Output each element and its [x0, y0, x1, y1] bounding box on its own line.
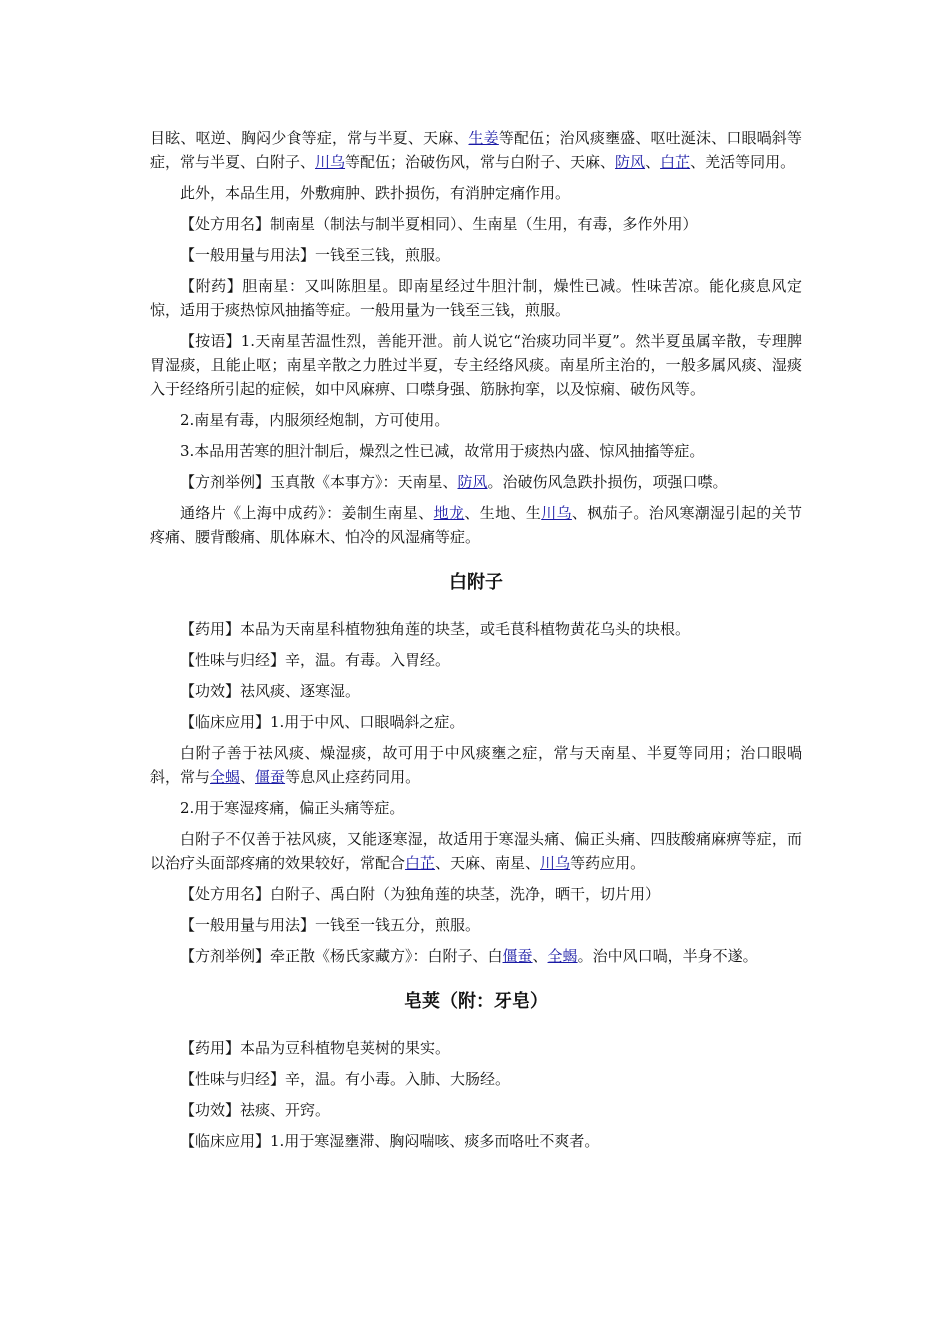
text: 等配伍；治破伤风，常与白附子、天麻、: [345, 153, 616, 171]
paragraph-notes-3: 3.本品用苦寒的胆汁制后，燥烈之性已减，故常用于痰热内盛、惊风抽搐等症。: [180, 442, 705, 460]
paragraph-clinical-1: 【临床应用】1.用于寒湿壅滞、胸闷喘咳、痰多而咯吐不爽者。: [180, 1132, 600, 1150]
text: 、天麻、南星、: [435, 854, 541, 872]
paragraph-properties: 【性味与归经】辛，温。有毒。入胃经。: [180, 651, 451, 669]
link-quanxie[interactable]: 全蝎: [210, 768, 241, 786]
paragraph-clinical-1: 【临床应用】1.用于中风、口眼喎斜之症。: [180, 713, 465, 731]
paragraph-clinical-2: 2.用于寒湿疼痛，偏正头痛等症。: [180, 799, 405, 817]
text: 等息风止痉药同用。: [285, 768, 421, 786]
link-shengjiang[interactable]: 生姜: [468, 129, 499, 147]
paragraph-efficacy: 【功效】祛痰、开窍。: [180, 1101, 331, 1119]
text: 、: [532, 947, 548, 965]
text: 。治破伤风急跌扑损伤，项强口噤。: [487, 473, 728, 491]
link-fangfeng[interactable]: 防风: [615, 153, 646, 171]
paragraph-source: 【药用】本品为天南星科植物独角莲的块茎，或毛茛科植物黄花乌头的块根。: [180, 620, 691, 638]
paragraph-prescription-names: 【处方用名】白附子、禹白附（为独角莲的块茎，洗净，晒干，切片用）: [180, 885, 661, 903]
paragraph-clinical-detail-2: [150, 827, 802, 875]
paragraph-prescription-names: 【处方用名】制南星（制法与制半夏相同）、生南星（生用，有毒，多作外用）: [180, 215, 698, 233]
document-page: [150, 126, 802, 1160]
text: 白附子善于祛风痰、燥湿痰，故可用于中风痰壅之症，常与天南星、半夏等同用；治口眼喎斜，常与: [150, 744, 802, 786]
link-chuanwu[interactable]: 川乌: [541, 504, 572, 522]
paragraph-external-use: 此外，本品生用，外敷痈肿、跌扑损伤，有消肿定痛作用。: [180, 184, 571, 202]
text: 、枫茄子。治风寒潮湿引起的关节疼痛、腰背酸痛、肌体麻木、怕冷的风湿痛等症。: [150, 504, 802, 546]
paragraph-attached-drug: 【附药】胆南星：又叫陈胆星。即南星经过牛胆汁制，燥性已减。性味苦凉。能化痰息风定惊，适用于痰热惊风抽搐等症。一般用量为一钱至三钱，煎服。: [150, 277, 802, 319]
text: 目眩、呕逆、胸闷少食等症，常与半夏、天麻、: [150, 129, 469, 147]
link-baizhi[interactable]: 白芷: [660, 153, 691, 171]
link-baizhi[interactable]: 白芷: [405, 854, 436, 872]
paragraph-formula-example-2: [150, 501, 802, 549]
paragraph-dosage: 【一般用量与用法】一钱至三钱，煎服。: [180, 246, 451, 264]
paragraph-clinical-detail-1: [150, 741, 802, 789]
text: 【方剂举例】牵正散《杨氏家藏方》：白附子、白: [180, 947, 503, 965]
text: 、生地、生: [464, 504, 542, 522]
paragraph-usage: [150, 126, 802, 174]
section-heading-baifuzi: 白附子: [449, 572, 503, 593]
text: 【方剂举例】玉真散《本事方》：天南星、: [180, 473, 458, 491]
text: 。治中风口喎，半身不遂。: [577, 947, 758, 965]
link-dilong[interactable]: 地龙: [433, 504, 465, 522]
link-quanxie[interactable]: 全蝎: [547, 947, 578, 965]
paragraph-efficacy: 【功效】祛风痰、逐寒湿。: [180, 682, 361, 700]
text: 、: [240, 768, 256, 786]
paragraph-dosage: 【一般用量与用法】一钱至一钱五分，煎服。: [180, 916, 481, 934]
text: 等配伍；治风痰壅盛、呕吐涎沫、口眼喎斜等症，常与半夏、白附子、: [150, 129, 802, 171]
paragraph-notes-1: 【按语】1.天南星苦温性烈，善能开泄。前人说它“治痰功同半夏”。然半夏虽属辛散，专理脾胃湿痰，且能止呕；南星辛散之力胜过半夏，专主经络风痰。南星所主治的，一般多属风痰、湿痰入于经络所引起的症候，如中风麻痹、口噤身强、筋脉拘挛，以及惊痫、破伤风等。: [150, 332, 802, 398]
link-chuanwu[interactable]: 川乌: [540, 854, 571, 872]
link-jiangcan[interactable]: 僵蚕: [255, 768, 286, 786]
text: 通络片《上海中成药》：姜制生南星、: [180, 504, 434, 522]
paragraph-formula-example: [150, 470, 802, 494]
paragraph-notes-2: 2.南星有毒，内服须经炮制，方可使用。: [180, 411, 450, 429]
paragraph-source: 【药用】本品为豆科植物皂荚树的果实。: [180, 1039, 451, 1057]
text: 、: [645, 153, 661, 171]
section-heading-zaojia: 皂荚（附：牙皂）: [404, 991, 548, 1012]
text: 等药应用。: [570, 854, 646, 872]
link-chuanwu[interactable]: 川乌: [315, 153, 346, 171]
link-jiangcan[interactable]: 僵蚕: [502, 947, 533, 965]
paragraph-formula-example: [150, 944, 802, 968]
text: 白附子不仅善于祛风痰，又能逐寒湿，故适用于寒湿头痛、偏正头痛、四肢酸痛麻痹等症，而以治疗头面部疼痛的效果较好，常配合: [150, 830, 802, 872]
link-fangfeng[interactable]: 防风: [457, 473, 488, 491]
paragraph-properties: 【性味与归经】辛，温。有小毒。入肺、大肠经。: [180, 1070, 511, 1088]
text: 、羌活等同用。: [690, 153, 796, 171]
